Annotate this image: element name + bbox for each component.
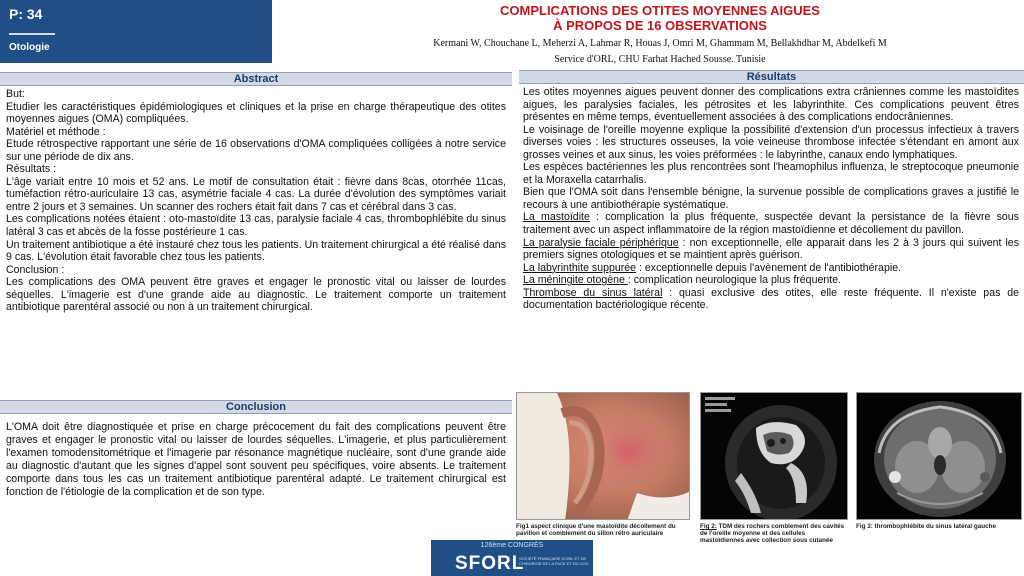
congress-label: 126ème CONGRÈS bbox=[480, 542, 544, 549]
figure-2-caption-text: TDM des rochers comblement des cavités de l'oreille moyenne et des cellules mastoïdiennes avec collection sous cutanée bbox=[700, 523, 845, 545]
figure-1-clinical-photo bbox=[516, 392, 690, 520]
abstract-conclusion-label: Conclusion : bbox=[6, 263, 65, 276]
resultats-p1: Les otites moyennes aigues peuvent donner des complications extra crâniennes comme les mastoïdites aigues, les paralysies faciales, les pétrosites et les labyrinthite. Ces complications peuvent êtres présentes en même temps, éventuellement associées à des complications endocrâniennes. bbox=[523, 86, 1019, 124]
conclusion-body bbox=[6, 421, 506, 499]
abstract-but-text: Etudier les caractéristiques épidémiologiques et cliniques et la prise en charge thérapeutique des otites moyennes aigues (OMA) compliquées. bbox=[6, 100, 506, 126]
resultats-p3: Les espèces bactériennes les plus rencontrées sont l'heamophilus influenza, le streptocoque pneumonie et la Moraxella catarrhalis. bbox=[523, 161, 1019, 186]
poster-title-line2: À PROPOS DE 16 OBSERVATIONS bbox=[553, 18, 767, 33]
sforl-logo bbox=[431, 540, 593, 576]
labyrinthite-label: La labyrinthite suppurée bbox=[523, 261, 637, 274]
thrombose-label: Thrombose du sinus latéral bbox=[523, 286, 663, 299]
figure-3-mri bbox=[856, 392, 1022, 520]
figure-1-caption: Fig1 aspect clinique d'une mastoïdite décollement du pavillon et comblement du sillon rétro auriculaire bbox=[516, 523, 676, 538]
resultats-p2: Le voisinage de l'oreille moyenne explique la possibilité d'extension d'un processus infectieux à travers diverses voies : les structures osseuses, la voie veineuse thrombose infectée s'étendant en amont aux grosses veines et aux sinus, les voies préformées : le labyrinthe, canaux endo lymphatiques. bbox=[523, 123, 1019, 161]
resultats-body bbox=[523, 86, 1019, 312]
resultats-p4: Bien que l'OMA soit dans l'ensemble bénigne, la survenue possible de complications graves a justifié le recours à une antibiothérapie systématique. bbox=[523, 186, 1019, 211]
abstract-methode-label: Matériel et méthode : bbox=[6, 125, 106, 138]
abstract-resultats-p2: Les complications notées étaient : oto-mastoïdite 13 cas, paralysie faciale 4 cas, thrombophlébite du sinus latéral 3 cas et abcès de la fosse postérieure 1 cas. bbox=[6, 213, 506, 239]
figure-2-caption bbox=[700, 523, 850, 545]
poster-category: Otologie bbox=[9, 42, 50, 53]
abstract-resultats-label: Résultats : bbox=[6, 163, 57, 176]
mastoiditis-photo-illustration bbox=[517, 393, 690, 520]
abstract-methode-text: Etude rétrospective rapportant une série de 16 observations d'OMA compliquées colligées à notre service sur une période de dix ans. bbox=[6, 138, 506, 163]
affiliation: Service d'ORL, CHU Farhat Hached Sousse. Tunisie bbox=[554, 54, 766, 65]
resultats-mastoidite bbox=[523, 211, 1019, 236]
mastoidite-text: : complication la plus fréquente, suspectée devant la persistance de la fièvre sous traitement avec un aspect inflammatoire de la région mastoïdienne et décollement du pavillon. bbox=[523, 211, 1019, 237]
mastoidite-label: La mastoïdite bbox=[523, 211, 590, 224]
figure-2-label: Fig 2: bbox=[700, 523, 717, 530]
conclusion-text: L'OMA doit être diagnostiquée et prise en charge précocement du fait des complications peuvent être graves et engager le pronostic vital ou laisser de lourdes séquelles. L'imagerie, et plus particulièrement l'examen tomodensitométrique et l'imagerie par résonance magnétique nucléaire, sont d'une grande aide au diagnostic d'autant que les signes d'appel sont souvent peu spécifiques, voire absents. Le traitement comporte dans tous les cas un traitement antibiotique parentéral adapté. Le traitement chirurgical est fonction de l'étiologie de la complication et de son type. bbox=[6, 421, 506, 498]
ct-scan-illustration bbox=[701, 393, 848, 520]
resultats-thrombose bbox=[523, 287, 1019, 312]
conclusion-heading: Conclusion bbox=[0, 400, 512, 414]
figure-3-caption-text: thrombophlébite du sinus latéral gauche bbox=[872, 523, 996, 530]
mri-illustration bbox=[857, 393, 1022, 520]
figure-2-ct-scan bbox=[700, 392, 848, 520]
badge-divider bbox=[9, 33, 55, 35]
abstract-resultats-p3: Un traitement antibiotique a été instauré chez tous les patients. Un traitement chirurgical a été réalisé dans 9 cas. L'évolution était favorable chez tous les patients. bbox=[6, 238, 506, 264]
paralysie-text: : non exceptionnelle, elle apparait dans les 2 à 3 jours qui suivent les premiers signes otologiques et se maintient après guérison. bbox=[523, 236, 1019, 262]
poster-title-line1: COMPLICATIONS DES OTITES MOYENNES AIGUES bbox=[500, 3, 820, 18]
paralysie-label: La paralysie faciale périphérique bbox=[523, 236, 679, 249]
figure-3-caption bbox=[856, 523, 1022, 530]
meningite-label: La méningite otogène bbox=[523, 274, 628, 287]
resultats-paralysie bbox=[523, 237, 1019, 262]
resultats-heading: Résultats bbox=[519, 70, 1024, 84]
meningite-text: : complication neurologique la plus fréquente. bbox=[627, 274, 842, 287]
thrombose-text: : quasi exclusive des otites, elle reste fréquente. Il n'existe pas de documentation bactériologique récente. bbox=[523, 286, 1019, 312]
abstract-conclusion-text: Les complications des OMA peuvent être graves et engager le pronostic vital ou laisser de lourdes séquelles. L'imagerie est d'une grande aide au diagnostic. Le traitement comporte un traitement antibiotique parentéral associé ou non à un traitement chirurgical. bbox=[6, 276, 506, 314]
resultats-meningite bbox=[523, 274, 1019, 287]
society-name: SOCIÉTÉ FRANÇAISE D'ORL ET DE CHIRURGIE DE LA FACE ET DU COU bbox=[519, 556, 589, 566]
abstract-heading: Abstract bbox=[0, 72, 512, 86]
abstract-but-label: But: bbox=[6, 88, 25, 100]
author-list: Kermani W, Chouchane L, Meherzi A, Lahmar R, Houas J, Omri M, Ghammam M, Bellakhdhar M, Abdelkefi M bbox=[433, 38, 887, 49]
resultats-labyrinthite bbox=[523, 262, 1019, 275]
poster-number: P: 34 bbox=[9, 6, 43, 22]
sforl-wordmark: SFORL bbox=[455, 553, 525, 574]
abstract-body bbox=[6, 88, 506, 314]
abstract-resultats-p1: L'âge variait entre 10 mois et 52 ans. Le motif de consultation était : fièvre dans 8cas, otorrhée 11cas, tuméfaction rétro-auriculaire 13 cas, asymétrie faciale 4 cas. La durée d'évolution des symptômes variait entre 2 jours et 3 semaines. Un scanner des rochers était fait dans 7 cas et cérébral dans 3 cas. bbox=[6, 175, 506, 213]
poster-badge bbox=[0, 0, 272, 63]
figure-3-label: Fig 3: bbox=[856, 523, 873, 530]
labyrinthite-text: : exceptionnelle depuis l'avènement de l'antibiothérapie. bbox=[636, 261, 902, 274]
